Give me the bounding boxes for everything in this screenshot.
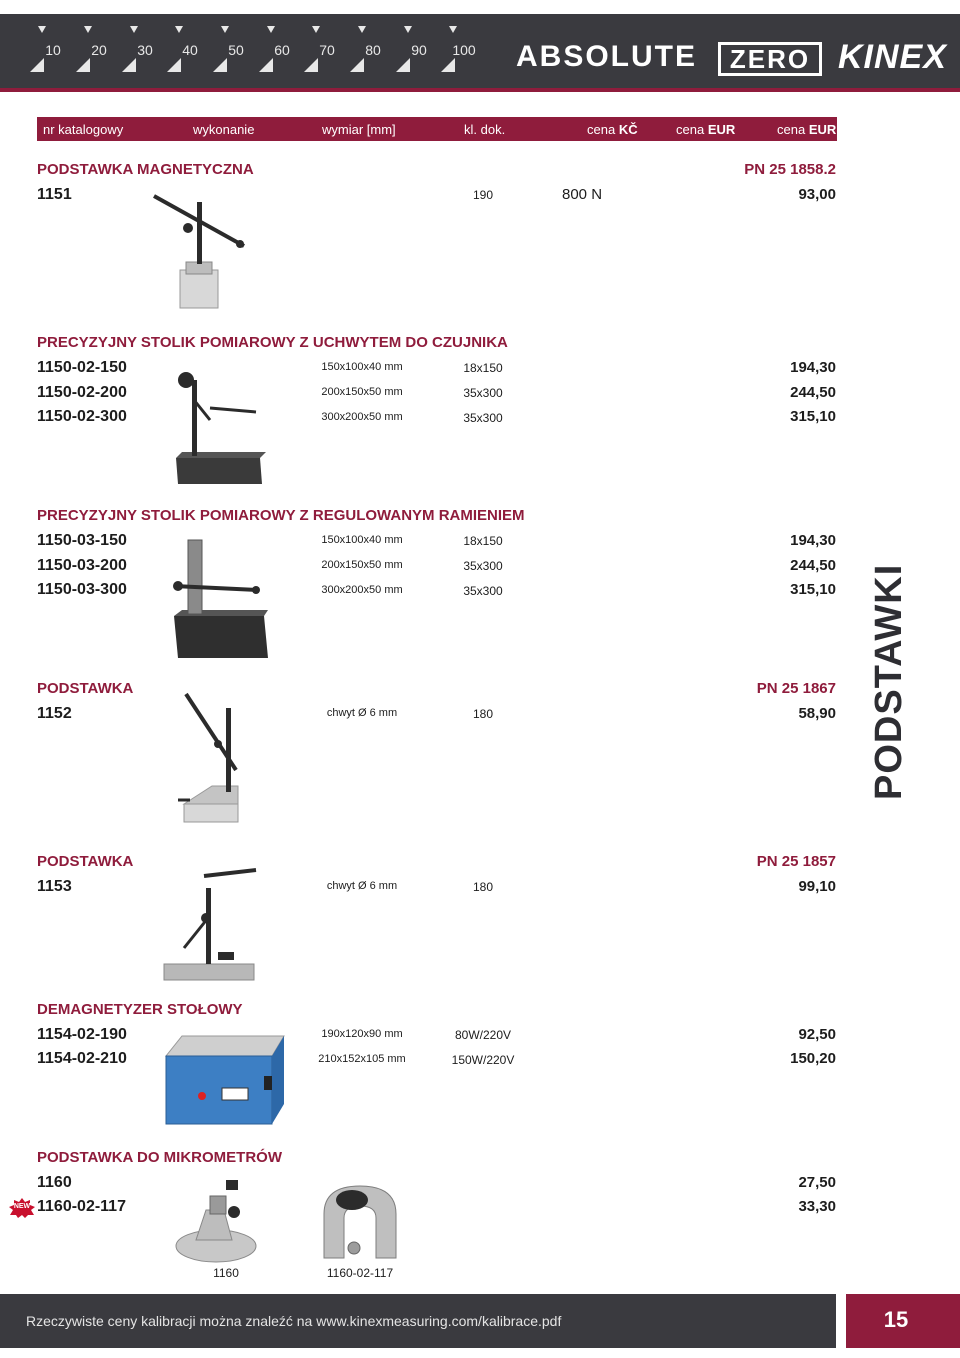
catalog-number: 1160-02-117 [37,1198,126,1215]
footer-bar [0,1294,836,1348]
table-size: 200x150x50 mm [321,386,403,398]
ruler-label: 20 [91,42,107,58]
catalog-number: 1150-03-150 [37,532,127,549]
kinex-logo: KINEX [838,38,947,76]
ruler-wedge [396,58,410,72]
ruler-tick [267,26,275,33]
norm-label: PN 25 1857 [756,853,836,870]
header-accent-line [0,88,960,92]
shank-size: chwyt Ø 6 mm [326,707,398,719]
section-title-measuring-table-arm: PRECYZYJNY STOLIK POMIAROWY Z REGULOWANYM RAMIENIEM [37,507,525,524]
ruler-wedge [304,58,318,72]
page-number-box [846,1294,960,1348]
micrometer-stand-1160-02-117-image [312,1178,408,1264]
column-dimension: 18x150 [463,361,503,375]
new-badge [8,1198,36,1218]
price-eur: 194,30 [790,532,836,549]
ruler-wedge [122,58,136,72]
ruler-tick [404,26,412,33]
table-size: 200x150x50 mm [321,559,403,571]
new-badge-text: NEW [13,1203,31,1210]
brand-absolute-logo: ABSOLUTE [516,40,697,73]
ruler-tick [312,26,320,33]
ruler-label: 90 [411,42,427,58]
section-title-demagnetizer: DEMAGNETYZER STOŁOWY [37,1001,243,1018]
price-eur: 93,00 [798,186,836,203]
ruler-label: 30 [137,42,153,58]
table-header [37,117,837,141]
ruler-tick [358,26,366,33]
stand-1152-image [170,686,270,826]
ruler-wedge [213,58,227,72]
ruler-tick [38,26,46,33]
demagnetizer-image [160,1030,286,1130]
ruler-label: 10 [45,42,61,58]
col-accuracy-class: kl. dok. [464,122,506,137]
dimension-value: 190 [472,188,494,202]
device-size: 190x120x90 mm [321,1028,403,1040]
norm-label: PN 25 1867 [756,680,836,697]
section-title-stand-1152: PODSTAWKA [37,680,134,697]
footer-calibration-note: Rzeczywiste ceny kalibracji można znaleźć na www.kinexmeasuring.com/kalibrace.pdf [26,1313,562,1329]
catalog-number: 1153 [37,878,72,895]
image-caption: 1160 [213,1266,239,1280]
ruler-tick [84,26,92,33]
dimension-value: 180 [472,707,494,721]
stand-1153-image [160,864,260,986]
col-catalog-number: nr katalogowy [43,122,124,137]
header-bar [0,14,960,88]
price-eur: 99,10 [798,878,836,895]
table-size: 300x200x50 mm [321,411,403,423]
image-caption: 1160-02-117 [326,1266,394,1280]
ruler-label: 100 [452,42,476,58]
column-dimension: 35x300 [463,411,503,425]
price-eur: 194,30 [790,359,836,376]
price-eur: 244,50 [790,384,836,401]
shank-size: chwyt Ø 6 mm [326,880,398,892]
catalog-number: 1152 [37,705,72,722]
table-size: 150x100x40 mm [321,361,403,373]
catalog-number: 1150-03-300 [37,581,127,598]
col-price-eur: cena EUR [676,122,736,137]
ruler-label: 60 [274,42,290,58]
micrometer-stand-1160-image [172,1176,260,1266]
catalog-number: 1151 [37,186,72,203]
price-eur: 27,50 [798,1174,836,1191]
price-eur: 315,10 [790,408,836,425]
holding-force: 800 N [562,186,603,203]
section-title-stand-1153: PODSTAWKA [37,853,134,870]
price-eur: 150,20 [790,1050,836,1067]
device-power: 80W/220V [454,1028,512,1042]
price-eur: 58,90 [798,705,836,722]
price-eur: 315,10 [790,581,836,598]
measuring-table-holder-image [170,360,270,490]
device-power: 150W/220V [451,1053,515,1067]
catalog-number: 1150-02-300 [37,408,127,425]
side-category-label: PODSTAWKI [868,563,910,800]
column-dimension: 35x300 [463,584,503,598]
measuring-table-arm-image [168,536,274,664]
column-dimension: 18x150 [463,534,503,548]
ruler-wedge [259,58,273,72]
page-number: 15 [883,1307,909,1332]
ruler-label: 50 [228,42,244,58]
magnetic-stand-image [148,190,258,312]
norm-label: PN 25 1858.2 [744,161,836,178]
ruler-tick [221,26,229,33]
device-size: 210x152x105 mm [318,1053,406,1065]
col-price-eur-2: cena EUR [777,122,837,137]
section-title-magnetic-stand: PODSTAWKA MAGNETYCZNA [37,161,254,178]
ruler-label: 80 [365,42,381,58]
catalog-number: 1150-02-150 [37,359,127,376]
table-size: 150x100x40 mm [321,534,403,546]
ruler-tick [130,26,138,33]
catalog-number: 1150-03-200 [37,557,127,574]
price-eur: 244,50 [790,557,836,574]
ruler-wedge [30,58,44,72]
col-dimension: wymiar [mm] [322,122,396,137]
section-title-micrometer-stand: PODSTAWKA DO MIKROMETRÓW [37,1149,282,1166]
catalog-number: 1154-02-210 [37,1050,127,1067]
column-dimension: 35x300 [463,386,503,400]
price-eur: 33,30 [798,1198,836,1215]
catalog-number: 1150-02-200 [37,384,127,401]
ruler-wedge [167,58,181,72]
brand-zero-logo: ZERO [718,42,822,76]
ruler-wedge [441,58,455,72]
catalog-number: 1160 [37,1174,72,1191]
col-version: wykonanie [193,122,255,137]
ruler-label: 70 [319,42,335,58]
ruler-tick [449,26,457,33]
column-dimension: 35x300 [463,559,503,573]
ruler-label: 40 [182,42,198,58]
ruler-tick [175,26,183,33]
dimension-value: 180 [472,880,494,894]
col-price-czk: cena KČ [587,122,638,137]
table-size: 300x200x50 mm [321,584,403,596]
ruler-wedge [350,58,364,72]
catalog-number: 1154-02-190 [37,1026,127,1043]
price-eur: 92,50 [798,1026,836,1043]
ruler-wedge [76,58,90,72]
section-title-measuring-table-holder: PRECYZYJNY STOLIK POMIAROWY Z UCHWYTEM DO CZUJNIKA [37,334,508,351]
